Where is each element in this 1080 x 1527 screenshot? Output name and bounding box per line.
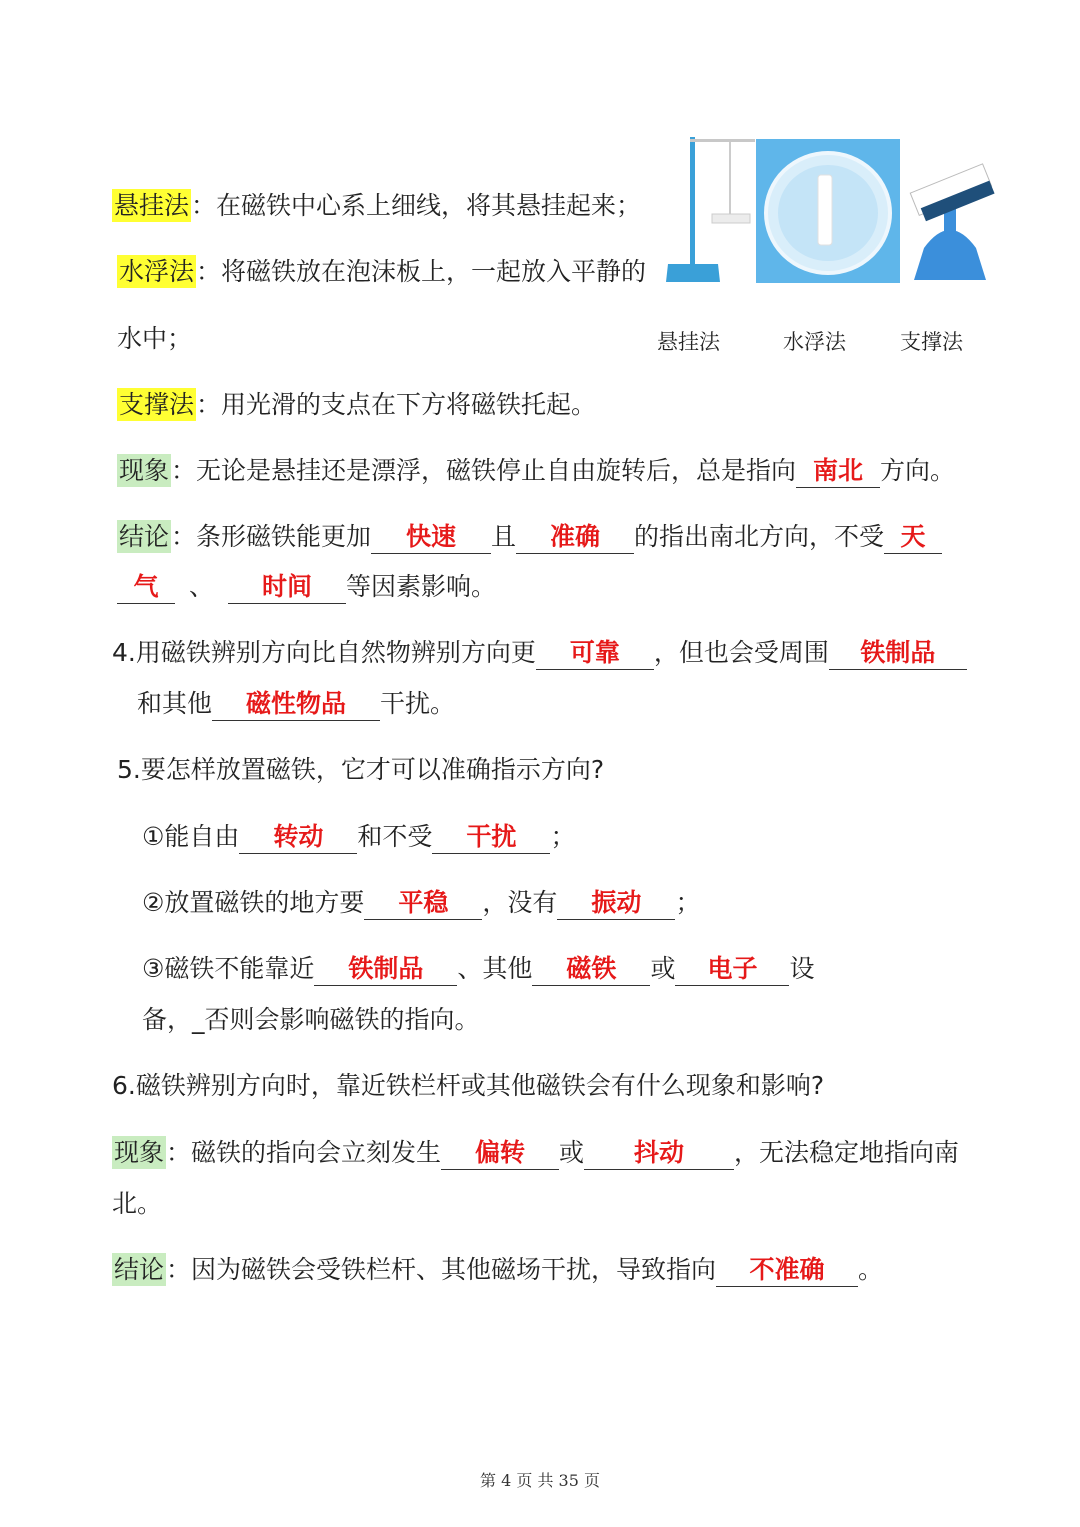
question-4-text: 干扰。 — [380, 689, 456, 718]
method-hang-text: ：在磁铁中心系上细线，将其悬挂起来； — [191, 191, 642, 220]
method-hang-label: 悬挂法 — [114, 191, 190, 220]
item-text: ，没有 — [482, 888, 558, 917]
answer-blank: 电子 — [675, 953, 789, 986]
conclusion-1-cont — [117, 568, 496, 606]
question-6: 6.磁铁辨别方向时，靠近铁栏杆或其他磁铁会有什么现象和影响? — [112, 1071, 825, 1100]
answer-blank: 准确 — [516, 521, 634, 554]
answer-blank: 铁制品 — [829, 637, 967, 670]
conclusion-1-text: 等因素影响。 — [346, 572, 497, 601]
caption-support: 支撑法 — [900, 330, 963, 354]
hanging-stand-image — [660, 132, 760, 292]
question-6-conclusion — [112, 1251, 883, 1289]
phenomenon-1-text: ：无论是悬挂还是漂浮，磁铁停止自由旋转后，总是指向 — [171, 456, 797, 485]
answer-blank: 铁制品 — [314, 953, 457, 986]
conclusion-1-text: 、 — [189, 572, 215, 601]
answer-blank: 抖动 — [584, 1137, 734, 1170]
answer-blank: 气 — [117, 571, 175, 604]
question-5-item-3-cont: 备，_否则会影响磁铁的指向。 — [142, 1005, 480, 1034]
phenomenon-2-text: ，无法稳定地指向南 — [734, 1138, 960, 1167]
method-float-text: ：将磁铁放在泡沫板上，一起放入平静的 — [196, 257, 647, 286]
phenomenon-2-text: ：磁铁的指向会立刻发生 — [166, 1138, 442, 1167]
answer-blank: 不准确 — [716, 1254, 858, 1287]
method-support-text: ：用光滑的支点在下方将磁铁托起。 — [196, 390, 597, 419]
conclusion-1-text: 且 — [491, 522, 517, 551]
question-4-text: ，但也会受周围 — [653, 638, 829, 667]
conclusion-1 — [117, 518, 942, 556]
item-text: ； — [675, 888, 701, 917]
phenomenon-2-text: 或 — [559, 1138, 585, 1167]
method-float-label: 水浮法 — [119, 257, 195, 286]
page-footer: 第 4 页 共 35 页 — [480, 1471, 600, 1490]
question-4 — [112, 634, 967, 672]
answer-blank: 干扰 — [432, 821, 550, 854]
phenomenon-1 — [117, 452, 955, 490]
water-float-image — [756, 139, 900, 283]
answer-blank: 天 — [884, 521, 942, 554]
question-5: 5.要怎样放置磁铁，它才可以准确指示方向? — [117, 755, 605, 784]
question-4-cont — [137, 685, 455, 723]
item-text: 或 — [650, 954, 676, 983]
method-support — [117, 386, 596, 424]
question-5-item-1 — [142, 818, 575, 856]
answer-blank: 可靠 — [536, 637, 654, 670]
conclusion-1-text: ：条形磁铁能更加 — [171, 522, 372, 551]
item-text: ； — [550, 822, 576, 851]
item-text: ②放置磁铁的地方要 — [142, 888, 365, 917]
question-4-text: 4.用磁铁辨别方向比自然物辨别方向更 — [112, 638, 536, 667]
conclusion-2-text: ：因为磁铁会受铁栏杆、其他磁场干扰，导致指向 — [166, 1255, 717, 1284]
item-text: 和不受 — [357, 822, 433, 851]
method-support-label: 支撑法 — [119, 390, 195, 419]
caption-hang: 悬挂法 — [657, 330, 720, 354]
method-hang — [112, 187, 641, 225]
question-5-item-2 — [142, 884, 700, 922]
question-5-item-3 — [142, 950, 814, 988]
answer-blank: 磁性物品 — [212, 688, 380, 721]
phenomenon-1-end: 方向。 — [880, 456, 956, 485]
item-text: 、其他 — [457, 954, 533, 983]
answer-blank: 振动 — [557, 887, 675, 920]
item-text: ③磁铁不能靠近 — [142, 954, 315, 983]
answer-blank: 偏转 — [441, 1137, 559, 1170]
method-float — [117, 253, 646, 291]
phenomenon-2-label: 现象 — [114, 1138, 165, 1167]
answer-blank: 磁铁 — [532, 953, 650, 986]
answer-blank: 快速 — [371, 521, 491, 554]
caption-float: 水浮法 — [783, 330, 846, 354]
item-text: ①能自由 — [142, 822, 240, 851]
answer-blank: 转动 — [239, 821, 357, 854]
answer-blank: 南北 — [796, 455, 880, 488]
answer-blank: 时间 — [228, 571, 346, 604]
item-text: 设 — [789, 954, 815, 983]
conclusion-2-label: 结论 — [114, 1255, 165, 1284]
conclusion-1-text: 的指出南北方向，不受 — [634, 522, 885, 551]
support-stand-image — [902, 152, 1010, 292]
question-6-phenomenon — [112, 1134, 959, 1172]
conclusion-1-label: 结论 — [119, 522, 170, 551]
conclusion-2-text: 。 — [858, 1255, 884, 1284]
answer-blank: 平稳 — [364, 887, 482, 920]
question-6-phenomenon-cont: 北。 — [112, 1189, 163, 1218]
method-float-cont: 水中； — [117, 324, 193, 353]
question-4-text: 和其他 — [137, 689, 213, 718]
phenomenon-1-label: 现象 — [119, 456, 170, 485]
